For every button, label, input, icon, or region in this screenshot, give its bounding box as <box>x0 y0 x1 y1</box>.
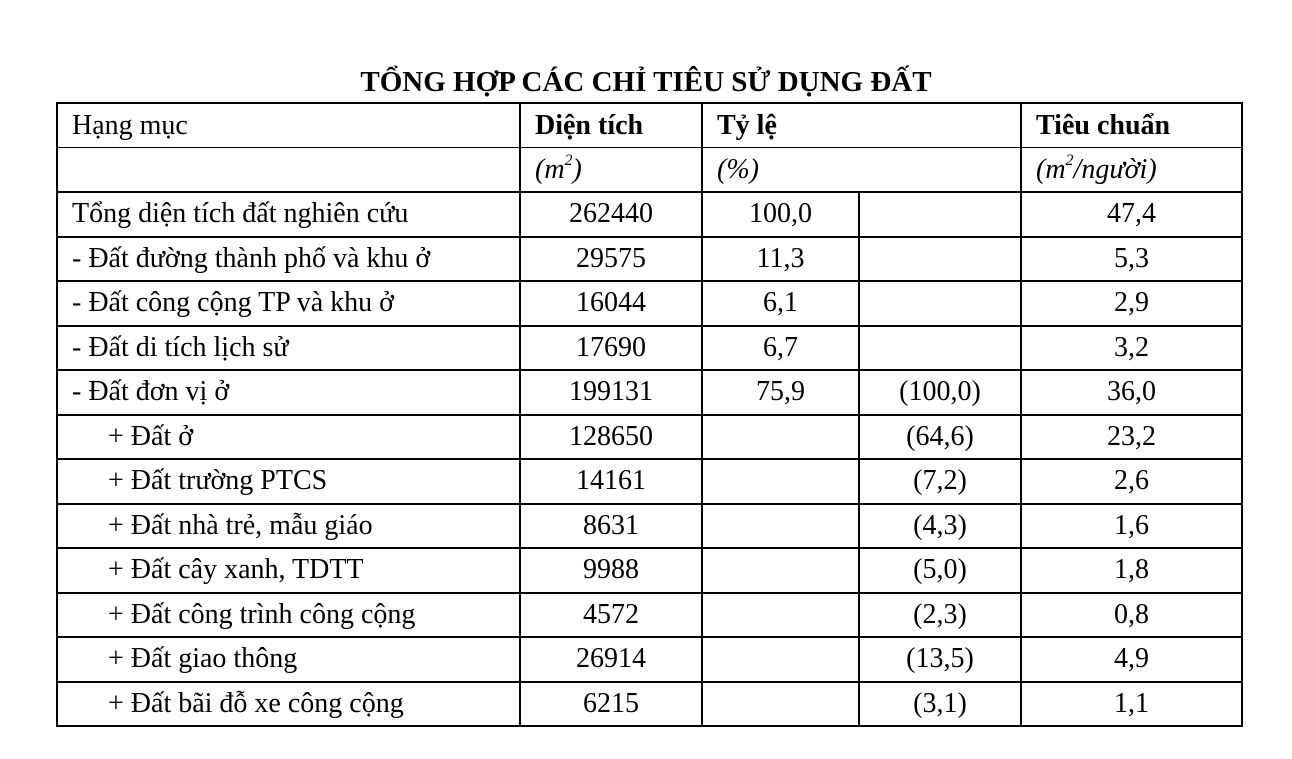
row-sub-ratio: (64,6) <box>859 415 1021 460</box>
row-label: + Đất trường PTCS <box>57 459 520 504</box>
row-label: - Đất công cộng TP và khu ở <box>57 281 520 326</box>
row-sub-ratio <box>859 281 1021 326</box>
table-row <box>57 504 1242 549</box>
row-area: 14161 <box>520 459 702 504</box>
row-standard: 2,6 <box>1021 459 1242 504</box>
row-ratio: 6,1 <box>702 281 859 326</box>
row-ratio <box>702 459 859 504</box>
table-row <box>57 415 1242 460</box>
row-label: + Đất cây xanh, TDTT <box>57 548 520 593</box>
unit-standard <box>1021 148 1242 193</box>
table-row <box>57 637 1242 682</box>
row-ratio: 75,9 <box>702 370 859 415</box>
unit-standard-sup: 2 <box>1065 152 1074 170</box>
unit-area-base: (m <box>535 153 565 185</box>
row-label: Tổng diện tích đất nghiên cứu <box>57 192 520 237</box>
header-ratio: Tỷ lệ <box>702 103 859 148</box>
row-label: + Đất giao thông <box>57 637 520 682</box>
table-row <box>57 682 1242 727</box>
row-sub-ratio: (2,3) <box>859 593 1021 638</box>
row-area: 199131 <box>520 370 702 415</box>
unit-area-tail: ) <box>572 153 582 185</box>
row-ratio: 11,3 <box>702 237 859 282</box>
row-ratio <box>702 415 859 460</box>
row-label: + Đất bãi đỗ xe công cộng <box>57 682 520 727</box>
row-ratio <box>702 548 859 593</box>
unit-area-sup: 2 <box>564 152 573 170</box>
page-title: TỔNG HỢP CÁC CHỈ TIÊU SỬ DỤNG ĐẤT <box>360 66 932 98</box>
row-label: - Đất đường thành phố và khu ở <box>57 237 520 282</box>
row-area: 16044 <box>520 281 702 326</box>
header-area: Diện tích <box>520 103 702 148</box>
row-ratio <box>702 682 859 727</box>
unit-standard-tail: /người) <box>1073 153 1157 185</box>
row-ratio <box>702 504 859 549</box>
row-ratio <box>702 637 859 682</box>
table-row <box>57 237 1242 282</box>
row-sub-ratio: (100,0) <box>859 370 1021 415</box>
row-sub-ratio: (5,0) <box>859 548 1021 593</box>
row-area: 29575 <box>520 237 702 282</box>
row-ratio: 100,0 <box>702 192 859 237</box>
table-row <box>57 593 1242 638</box>
row-area: 9988 <box>520 548 702 593</box>
header-category: Hạng mục <box>57 103 520 148</box>
unit-standard-base: (m <box>1036 153 1066 185</box>
row-standard: 4,9 <box>1021 637 1242 682</box>
row-area: 6215 <box>520 682 702 727</box>
row-sub-ratio <box>859 326 1021 371</box>
row-area: 4572 <box>520 593 702 638</box>
table-row <box>57 370 1242 415</box>
header-ratio-sub <box>859 103 1021 148</box>
row-standard: 3,2 <box>1021 326 1242 371</box>
row-standard: 2,9 <box>1021 281 1242 326</box>
table-row <box>57 281 1242 326</box>
row-label: + Đất nhà trẻ, mẫu giáo <box>57 504 520 549</box>
row-standard: 1,6 <box>1021 504 1242 549</box>
row-area: 26914 <box>520 637 702 682</box>
row-sub-ratio: (4,3) <box>859 504 1021 549</box>
row-area: 8631 <box>520 504 702 549</box>
row-area: 17690 <box>520 326 702 371</box>
row-standard: 47,4 <box>1021 192 1242 237</box>
header-row <box>57 103 1242 148</box>
row-label: - Đất đơn vị ở <box>57 370 520 415</box>
row-ratio: 6,7 <box>702 326 859 371</box>
table-row <box>57 192 1242 237</box>
row-label: + Đất công trình công cộng <box>57 593 520 638</box>
row-sub-ratio <box>859 237 1021 282</box>
row-standard: 1,1 <box>1021 682 1242 727</box>
data-rows <box>57 192 1242 726</box>
unit-row <box>57 148 1242 193</box>
table-row <box>57 326 1242 371</box>
row-area: 262440 <box>520 192 702 237</box>
row-standard: 23,2 <box>1021 415 1242 460</box>
header-standard: Tiêu chuẩn <box>1021 103 1242 148</box>
row-sub-ratio: (3,1) <box>859 682 1021 727</box>
land-use-table <box>56 102 1243 727</box>
unit-area <box>520 148 702 193</box>
table-row <box>57 459 1242 504</box>
unit-ratio-sub <box>859 148 1021 193</box>
row-sub-ratio: (13,5) <box>859 637 1021 682</box>
row-standard: 5,3 <box>1021 237 1242 282</box>
unit-category <box>57 148 520 193</box>
row-standard: 0,8 <box>1021 593 1242 638</box>
row-sub-ratio <box>859 192 1021 237</box>
row-label: - Đất di tích lịch sử <box>57 326 520 371</box>
row-label: + Đất ở <box>57 415 520 460</box>
row-standard: 36,0 <box>1021 370 1242 415</box>
row-ratio <box>702 593 859 638</box>
row-sub-ratio: (7,2) <box>859 459 1021 504</box>
unit-ratio: (%) <box>702 148 859 193</box>
row-standard: 1,8 <box>1021 548 1242 593</box>
row-area: 128650 <box>520 415 702 460</box>
table-row <box>57 548 1242 593</box>
